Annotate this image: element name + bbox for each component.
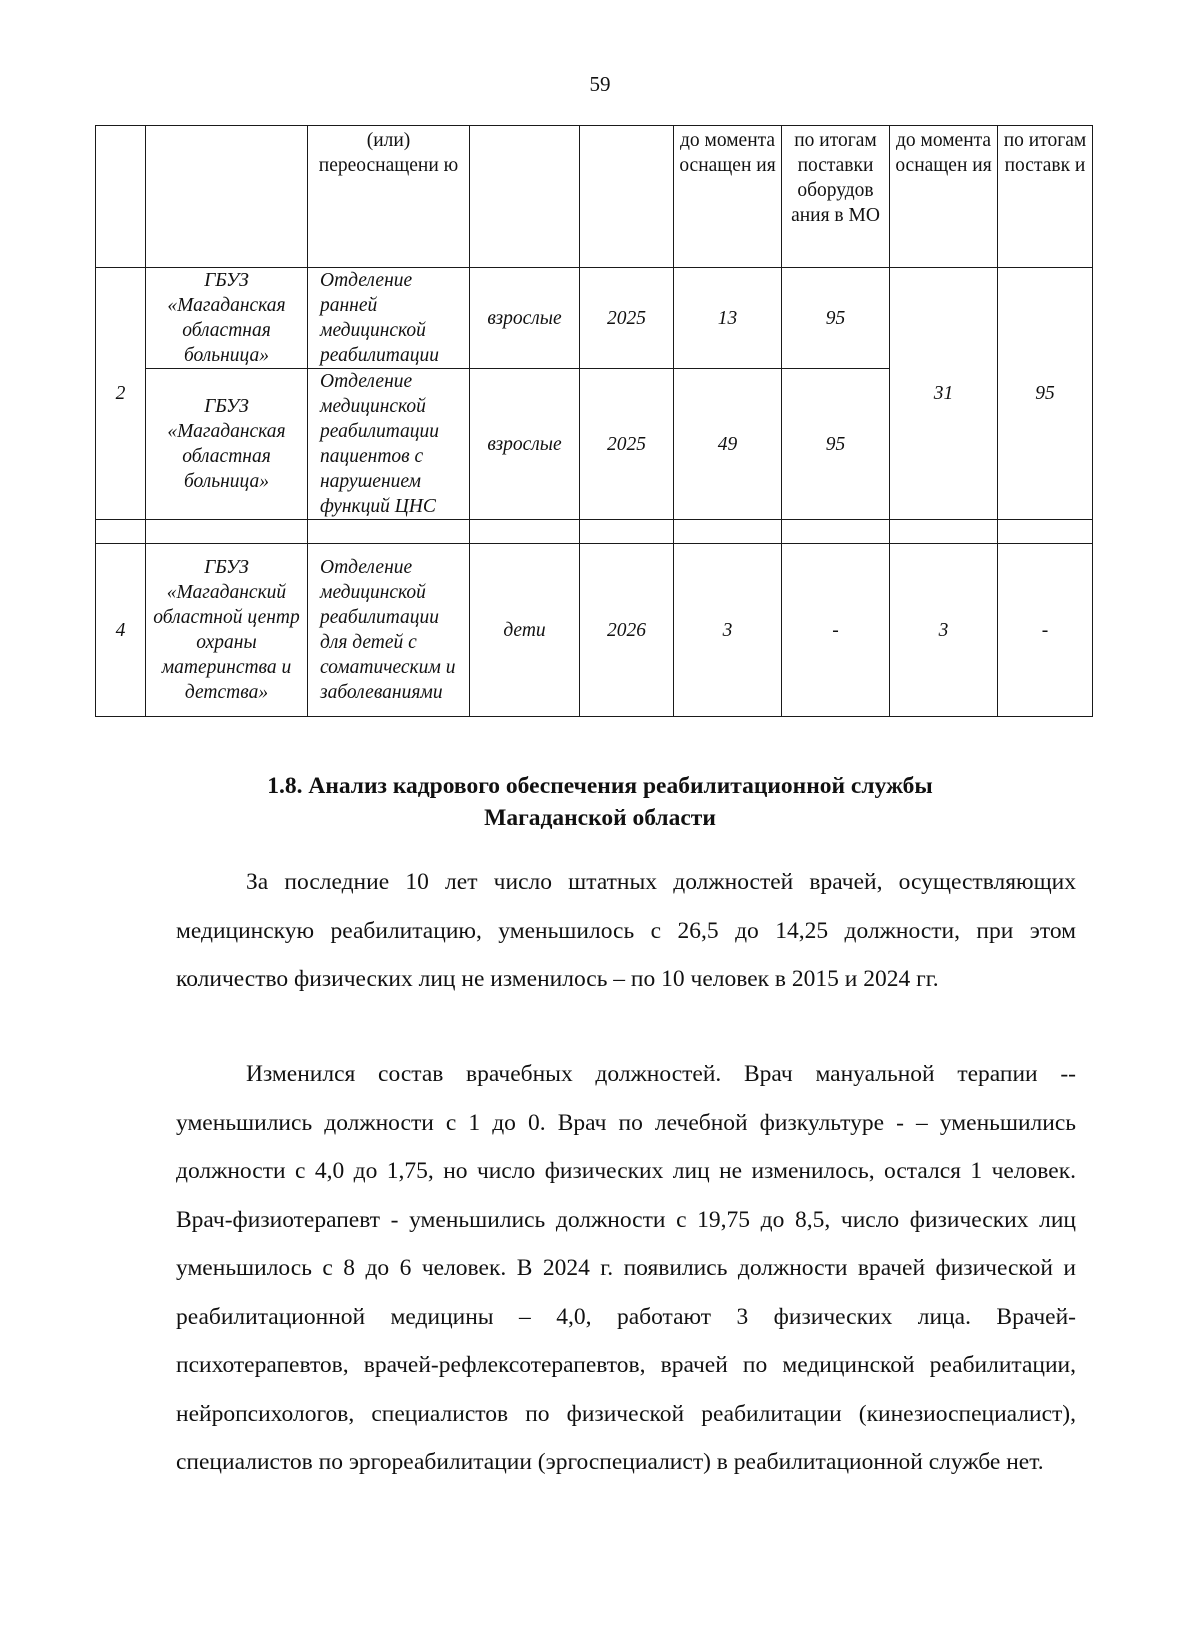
- year-cell: 2025: [580, 369, 674, 520]
- header-cell-org: [146, 126, 308, 268]
- age-cell: взрослые: [470, 268, 580, 369]
- before-cell: 3: [674, 544, 782, 717]
- dept-cell: Отделение ранней медицинской реабилитации: [308, 268, 470, 369]
- table-row: [96, 544, 1093, 717]
- page-number: 59: [589, 72, 611, 96]
- after-cell: -: [782, 544, 890, 717]
- header-cell-total-after: по итогам поставк и: [998, 126, 1093, 268]
- table-row: [96, 268, 1093, 369]
- age-cell: взрослые: [470, 369, 580, 520]
- row-number: 4: [96, 544, 146, 717]
- header-cell-age: [470, 126, 580, 268]
- after-cell: 95: [782, 268, 890, 369]
- total-before-cell: 31: [890, 268, 998, 520]
- row-number: 2: [96, 268, 146, 520]
- after-cell: 95: [782, 369, 890, 520]
- table-row-empty: [96, 520, 1093, 544]
- equipment-table: [95, 125, 1093, 717]
- total-before-cell: 3: [890, 544, 998, 717]
- header-cell-after: по итогам поставки оборудов ания в МО: [782, 126, 890, 268]
- header-cell-year: [580, 126, 674, 268]
- year-cell: 2026: [580, 544, 674, 717]
- section-title-line1: 1.8. Анализ кадрового обеспечения реабилитационной службы: [267, 773, 933, 799]
- section-title-line2: Магаданской области: [484, 805, 716, 831]
- total-after-cell: -: [998, 544, 1093, 717]
- org-cell: ГБУЗ «Магаданская областная больница»: [146, 268, 308, 369]
- paragraph-2: Изменился состав врачебных должностей. Врач мануальной терапии -- уменьшились должности с 1 до 0. Врач по лечебной физкультуре - – уменьшились должности с 4,0 до 1,75, но число физических лиц не изменилось, остался 1 человек. Врач-физиотерапевт - уменьшились должности с 19,75 до 8,5, число физических лиц уменьшилось с 8 до 6 человек. В 2024 г. появились должности врачей физической и реабилитационной медицины – 4,0, работают 3 физических лица. Врачей-психотерапевтов, врачей-рефлексотерапевтов, врачей по медицинской реабилитации, нейропсихологов, специалистов по физической реабилитации (кинезиоспециалист), специалистов по эргореабилитации (эргоспециалист) в реабилитационной службе нет.: [176, 1061, 1076, 1475]
- header-cell-before: до момента оснащен ия: [674, 126, 782, 268]
- org-cell: ГБУЗ «Магаданская областная больница»: [146, 369, 308, 520]
- dept-cell: Отделение медицинской реабилитации пациентов с нарушением функций ЦНС: [308, 369, 470, 520]
- paragraph-1: За последние 10 лет число штатных должностей врачей, осуществляющих медицинскую реабилитацию, уменьшилось с 26,5 до 14,25 должности, при этом количество физических лиц не изменилось – по 10 человек в 2015 и 2024 гг.: [176, 869, 1076, 992]
- table-header-row: [96, 126, 1093, 268]
- header-cell-number: [96, 126, 146, 268]
- age-cell: дети: [470, 544, 580, 717]
- before-cell: 13: [674, 268, 782, 369]
- header-cell-total-before: до момента оснащен ия: [890, 126, 998, 268]
- total-after-cell: 95: [998, 268, 1093, 520]
- section-title: [0, 770, 1200, 834]
- dept-cell: Отделение медицинской реабилитации для детей с соматическим и заболеваниями: [308, 544, 470, 717]
- header-cell-dept: (или) переоснащени ю: [308, 126, 470, 268]
- year-cell: 2025: [580, 268, 674, 369]
- before-cell: 49: [674, 369, 782, 520]
- org-cell: ГБУЗ «Магаданский областной центр охраны материнства и детства»: [146, 544, 308, 717]
